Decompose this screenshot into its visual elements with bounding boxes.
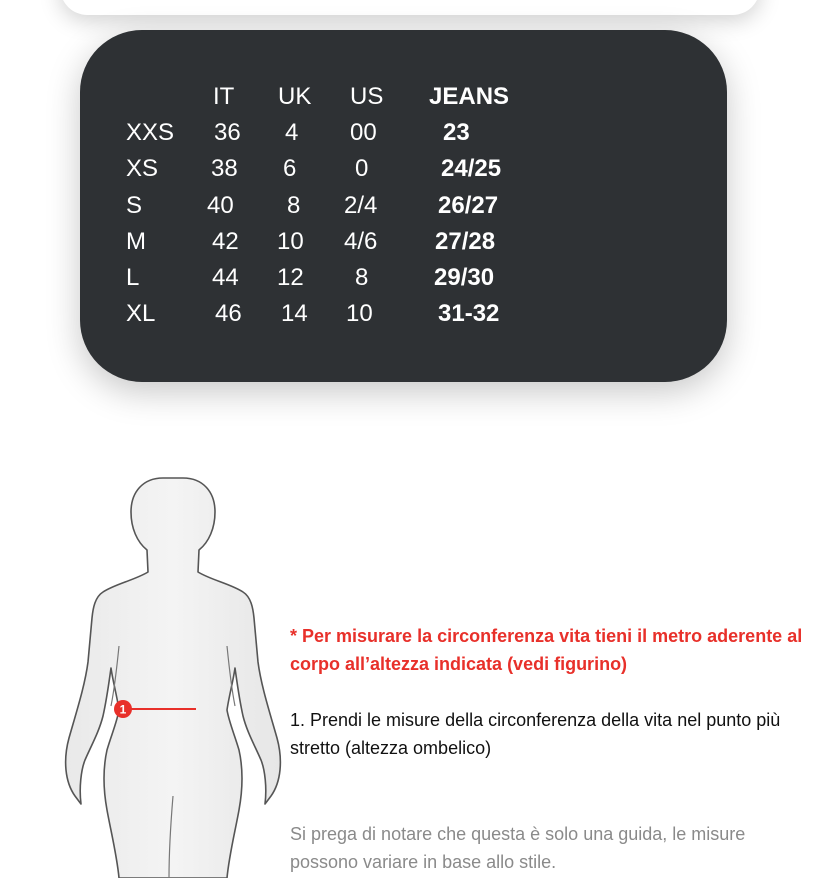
size-uk-value: 4 bbox=[285, 119, 299, 146]
size-uk-value: 10 bbox=[277, 228, 304, 255]
measurement-instruction-note: * Per misurare la circonferenza vita tieni il metro aderente al corpo all’altezza indicata (vedi figurino) bbox=[290, 626, 803, 674]
size-label: L bbox=[126, 264, 140, 291]
size-jeans-value: 29/30 bbox=[434, 264, 495, 291]
size-label: M bbox=[126, 228, 146, 255]
size-it-value: 40 bbox=[207, 192, 234, 219]
size-uk-value: 6 bbox=[283, 155, 297, 182]
measurement-step-1: 1. Prendi le misure della circonferenza della vita nel punto più stretto (altezza ombelico) bbox=[290, 710, 781, 758]
size-uk-value: 8 bbox=[287, 192, 301, 219]
size-jeans-value: 23 bbox=[443, 119, 470, 146]
size-it-value: 42 bbox=[212, 228, 239, 255]
size-jeans-value: 26/27 bbox=[438, 192, 499, 219]
size-us-value: 4/6 bbox=[344, 228, 378, 255]
size-it-value: 36 bbox=[214, 119, 241, 146]
size-us-value: 0 bbox=[355, 155, 369, 182]
header-uk: UK bbox=[278, 83, 312, 110]
sizing-disclaimer: Si prega di notare che questa è solo una guida, le misure possono variare in base allo stile. bbox=[290, 824, 746, 872]
size-us-value: 2/4 bbox=[344, 192, 378, 219]
size-it-value: 44 bbox=[212, 264, 239, 291]
size-label: XXS bbox=[126, 119, 175, 146]
size-us-value: 8 bbox=[355, 264, 369, 291]
header-us: US bbox=[350, 83, 384, 110]
size-uk-value: 14 bbox=[281, 300, 308, 327]
size-label: XL bbox=[126, 300, 156, 327]
size-uk-value: 12 bbox=[277, 264, 304, 291]
size-us-value: 10 bbox=[346, 300, 373, 327]
size-it-value: 46 bbox=[215, 300, 242, 327]
header-jeans: JEANS bbox=[429, 83, 510, 110]
size-label: XS bbox=[126, 155, 159, 182]
size-jeans-value: 24/25 bbox=[441, 155, 502, 182]
header-it: IT bbox=[213, 83, 235, 110]
size-jeans-value: 27/28 bbox=[435, 228, 496, 255]
body-silhouette-figure bbox=[55, 470, 285, 878]
waist-marker-label: 1 bbox=[119, 702, 127, 717]
size-label: S bbox=[126, 192, 143, 219]
size-chart-card bbox=[80, 30, 727, 382]
previous-card-edge bbox=[60, 0, 760, 15]
size-jeans-value: 31-32 bbox=[438, 300, 500, 327]
size-it-value: 38 bbox=[211, 155, 238, 182]
silhouette-outline bbox=[66, 478, 281, 878]
size-us-value: 00 bbox=[350, 119, 377, 146]
